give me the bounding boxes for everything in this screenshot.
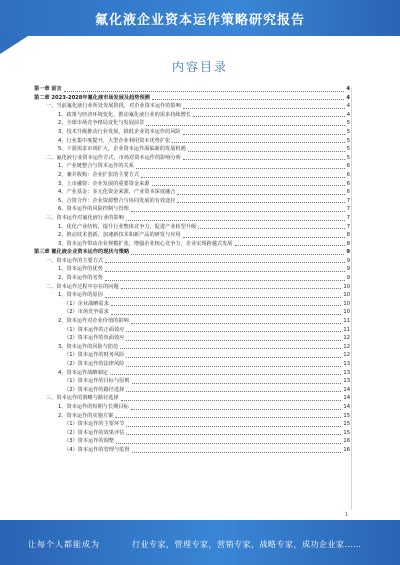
toc-leader-dots	[131, 408, 342, 410]
toc-entry-text: 2、全球市场竞争格局变化与发展前景	[58, 120, 145, 127]
footer-slogan-left: 让每个人都能成为	[28, 540, 100, 549]
toc-leader-dots	[235, 244, 345, 246]
toc-entry-page: 6	[346, 171, 350, 178]
toc-entry-text: 1、产业链整合与资本运作的关系	[58, 163, 134, 170]
toc-leader-dots	[198, 227, 345, 229]
toc-entry-page: 7	[346, 197, 350, 204]
toc-entry-text: 2、资本运作对企业价值的影响	[58, 318, 129, 325]
toc-entry[interactable]	[34, 446, 350, 455]
toc-entry-text: 2、资本运作的实施方案	[58, 412, 114, 419]
toc-entry-text: （4）资本运作的管理与监督	[64, 446, 130, 453]
toc-entry-text: 2、资本运作的劣势	[58, 275, 103, 282]
toc-entry-page: 6	[346, 180, 350, 187]
toc-entry-page: 11	[343, 326, 350, 333]
toc-entry-text: 4、行业集中度提升，大型企业利用资本优势扩张	[58, 137, 171, 144]
toc-leader-dots	[172, 141, 344, 143]
toc-leader-dots	[183, 236, 345, 238]
toc-entry-page: 12	[343, 335, 350, 342]
toc-entry-text: 一、当前氟化液行业所处发展阶段，对企业资本运作的影响	[46, 103, 181, 110]
toc-entry-page: 13	[343, 378, 350, 385]
toc-entry-page: 4	[346, 103, 350, 110]
toc-leader-dots	[64, 90, 345, 92]
toc-entry[interactable]	[34, 145, 350, 154]
toc-entry-page: 6	[346, 163, 350, 170]
toc-entry-page: 5	[346, 120, 350, 127]
toc-leader-dots	[136, 167, 345, 169]
toc-entry[interactable]	[34, 171, 350, 180]
toc-entry[interactable]	[34, 94, 350, 103]
toc-leader-dots	[126, 425, 341, 427]
toc-leader-dots	[193, 115, 345, 117]
toc-leader-dots	[121, 287, 342, 289]
toc-entry-text: 6、资本运作的风险控制与管理	[58, 206, 129, 213]
toc-leader-dots	[188, 150, 345, 152]
toc-entry[interactable]	[34, 394, 350, 403]
toc-entry-text: 3、资本运作带动企业规模扩张，增强企业核心竞争力，企业实现跨越式发展	[58, 240, 233, 247]
toc-entry[interactable]	[34, 360, 350, 369]
toc-entry[interactable]	[34, 154, 350, 163]
toc-entry[interactable]	[34, 300, 350, 309]
toc-entry-text: 2、推动技术创新，加速新技术和新产品的研发与应用	[58, 232, 181, 239]
toc-entry[interactable]	[34, 248, 350, 257]
toc-entry[interactable]	[34, 111, 350, 120]
toc-entry[interactable]	[34, 102, 350, 111]
toc-entry-text: （3）资本运作的调整	[64, 438, 114, 445]
toc-leader-dots	[126, 433, 341, 435]
toc-leader-dots	[105, 270, 345, 272]
toc-entry-page: 5	[346, 137, 350, 144]
toc-entry[interactable]	[34, 334, 350, 343]
toc-entry-page: 6	[346, 189, 350, 196]
toc-leader-dots	[126, 365, 341, 367]
toc-entry-page: 4	[346, 86, 350, 92]
toc-entry-text: （1）企业战略需求	[64, 300, 109, 307]
toc-entry-page: 9	[346, 257, 350, 264]
toc-leader-dots	[132, 451, 342, 453]
toc-entry[interactable]	[34, 85, 350, 94]
toc-leader-dots	[111, 313, 342, 315]
toc-entry[interactable]	[34, 274, 350, 283]
toc-entry[interactable]	[34, 369, 350, 378]
toc-entry[interactable]	[34, 214, 350, 223]
toc-entry-page: 8	[346, 232, 350, 239]
toc-entry-text: （1）资本运作的财务风险	[64, 352, 125, 359]
toc-entry[interactable]	[34, 265, 350, 274]
toc-leader-dots	[183, 133, 345, 135]
toc-leader-dots	[177, 201, 344, 203]
toc-title: 内容目录	[171, 60, 228, 74]
toc-entry-text: 1、资本运作的优势	[58, 266, 103, 273]
toc-entry[interactable]	[34, 240, 350, 249]
corner-decoration	[0, 36, 28, 54]
toc-entry-page: 16	[343, 446, 350, 453]
toc-entry-page: 5	[346, 154, 350, 161]
toc-entry[interactable]	[34, 188, 350, 197]
toc-entry-text: 第三章 氟化液企业资本运作的现状与策略	[34, 249, 130, 256]
footer-slogan-right: 行业专家，管理专家，营销专家，战略专家，成功企业家……	[132, 540, 362, 549]
toc-entry-text: 三、资本运作的策略与路径选择	[46, 395, 119, 402]
toc-leader-dots	[152, 184, 345, 186]
toc-entry-text: （1）资本运作的正面效应	[64, 326, 125, 333]
toc-entry[interactable]	[34, 326, 350, 335]
toc-entry-text: 1、资本运作的原因	[58, 292, 103, 299]
toc-entry[interactable]	[34, 403, 350, 412]
toc-entry-page: 4	[346, 111, 350, 118]
toc-entry[interactable]	[34, 231, 350, 240]
toc-entry-text: 1、优化产业结构，提升行业整体竞争力，促进产业转型升级	[58, 223, 197, 230]
toc-leader-dots	[110, 373, 341, 375]
toc-entry-page: 9	[346, 249, 350, 256]
toc-entry-page: 15	[343, 429, 350, 436]
toc-leader-dots	[105, 261, 345, 263]
toc-entry-page: 7	[346, 206, 350, 213]
toc-entry[interactable]	[34, 128, 350, 137]
toc-entry[interactable]	[34, 429, 350, 438]
toc-leader-dots	[177, 193, 344, 195]
toc-leader-dots	[126, 339, 341, 341]
toc-entry-page: 12	[343, 343, 350, 350]
toc-leader-dots	[121, 399, 342, 401]
toc-entry-page: 9	[346, 275, 350, 282]
toc-entry-page: 14	[343, 386, 350, 393]
toc-entry[interactable]	[34, 437, 350, 446]
toc-entry[interactable]	[34, 197, 350, 206]
toc-leader-dots	[183, 158, 345, 160]
toc-entry-page: 8	[346, 240, 350, 247]
toc-leader-dots	[111, 304, 342, 306]
toc-leader-dots	[126, 219, 345, 221]
toc-entry[interactable]	[34, 180, 350, 189]
toc-entry[interactable]	[34, 412, 350, 421]
toc-leader-dots	[131, 210, 345, 212]
toc-entry[interactable]	[34, 291, 350, 300]
toc-entry-text: 第一章 前言	[34, 86, 62, 92]
toc-entry-text: （2）资本运作的效果评估	[64, 429, 125, 436]
toc-entry-page: 13	[343, 361, 350, 367]
toc-entry-page: 12	[343, 352, 350, 359]
toc-leader-dots	[115, 416, 341, 418]
toc-entry-page: 10	[343, 309, 350, 316]
toc-leader-dots	[126, 390, 341, 392]
toc-entry-text: （2）资本运作的路径选择	[64, 386, 125, 393]
toc-entry-page: 15	[343, 412, 350, 419]
toc-leader-dots	[146, 124, 344, 126]
toc-entry-text: 第二章 2023-2028年氟化液市场发展及趋势预测	[34, 94, 150, 101]
toc-entry[interactable]	[34, 162, 350, 171]
toc-entry-page: 14	[343, 395, 350, 402]
toc-entry-text: （2）市场竞争需求	[64, 309, 109, 316]
toc-entry-text: 4、产业基金：多元化资金来源，产业资本深度融合	[58, 189, 176, 196]
toc-leader-dots	[132, 382, 342, 384]
toc-leader-dots	[131, 322, 342, 324]
toc-entry-text: （2）资本运作的负面效应	[64, 335, 125, 342]
toc-entry-text: 4、资本运作战略制定	[58, 369, 108, 376]
toc-entry[interactable]	[34, 283, 350, 292]
toc-leader-dots	[183, 107, 345, 109]
table-of-contents	[34, 85, 350, 455]
toc-leader-dots	[126, 356, 341, 358]
toc-entry-page: 10	[343, 283, 350, 290]
toc-entry-page: 13	[343, 369, 350, 376]
toc-entry-text: 1、政策与经济环境变化，推动氟化液行业的需求持续增长	[58, 111, 191, 118]
toc-leader-dots	[120, 347, 341, 349]
toc-entry-page: 15	[343, 421, 350, 428]
toc-entry-text: 一、资本运作的主要方式	[46, 257, 104, 264]
toc-leader-dots	[126, 330, 341, 332]
toc-entry-text: （2）资本运作的法律风险	[64, 361, 125, 367]
toc-entry-page: 10	[343, 292, 350, 299]
toc-entry-page: 7	[346, 214, 350, 221]
toc-entry[interactable]	[34, 386, 350, 395]
toc-entry[interactable]	[34, 343, 350, 352]
toc-entry[interactable]	[34, 308, 350, 317]
toc-entry[interactable]	[34, 205, 350, 214]
toc-leader-dots	[105, 296, 342, 298]
toc-entry-page: 9	[346, 266, 350, 273]
toc-entry[interactable]	[34, 420, 350, 429]
toc-entry[interactable]	[34, 351, 350, 360]
toc-entry-page: 7	[346, 223, 350, 230]
report-title: 氟化液企业资本运作策略研究报告	[94, 13, 305, 28]
toc-entry-page: 14	[343, 403, 350, 410]
toc-entry[interactable]	[34, 317, 350, 326]
toc-entry-text: 3、上市融资：企业发展的重要资金来源	[58, 180, 150, 187]
toc-entry-page: 5	[346, 128, 350, 135]
toc-entry-text: 2、兼并收购：企业扩张的主要方式	[58, 171, 140, 178]
toc-entry-text: 3、技术升级推动行业发展，降低企业资本运作的风险	[58, 128, 181, 135]
toc-leader-dots	[105, 279, 345, 281]
toc-entry-text: 5、下游需求市场扩大，企业资本运作面临新的发展机遇	[58, 146, 186, 153]
toc-leader-dots	[116, 442, 341, 444]
toc-entry-page: 5	[346, 146, 350, 153]
toc-entry-page: 4	[346, 94, 350, 101]
toc-entry-page: 10	[343, 300, 350, 307]
toc-entry[interactable]	[34, 137, 350, 146]
toc-leader-dots	[152, 98, 345, 100]
toc-entry-text: 5、合资合作：企业资源整合与协同发展的有效途径	[58, 197, 176, 204]
toc-entry-page: 11	[343, 318, 350, 325]
toc-leader-dots	[141, 176, 345, 178]
toc-entry-text: 三、资本运作对氟化液行业的影响	[46, 214, 124, 221]
toc-leader-dots	[131, 253, 344, 255]
toc-entry-text: （1）资本运作的主要环节	[64, 421, 125, 428]
toc-entry-page: 16	[343, 438, 350, 445]
toc-entry[interactable]	[34, 119, 350, 128]
toc-entry[interactable]	[34, 257, 350, 266]
toc-entry[interactable]	[34, 377, 350, 386]
toc-entry-text: 1、资本运作的短期与长期目标	[58, 403, 129, 410]
toc-entry-text: 二、氟化液行业资本运作方式，市场对资本运作的影响分析	[46, 154, 181, 161]
toc-entry[interactable]	[34, 223, 350, 232]
toc-entry-text: 二、资本运作过程中存在的问题	[46, 283, 119, 290]
toc-entry-text: 3、资本运作的风险与防范	[58, 343, 119, 350]
toc-entry-text: （1）资本运作的目标与原则	[64, 378, 130, 385]
page-number: 1	[345, 512, 349, 518]
